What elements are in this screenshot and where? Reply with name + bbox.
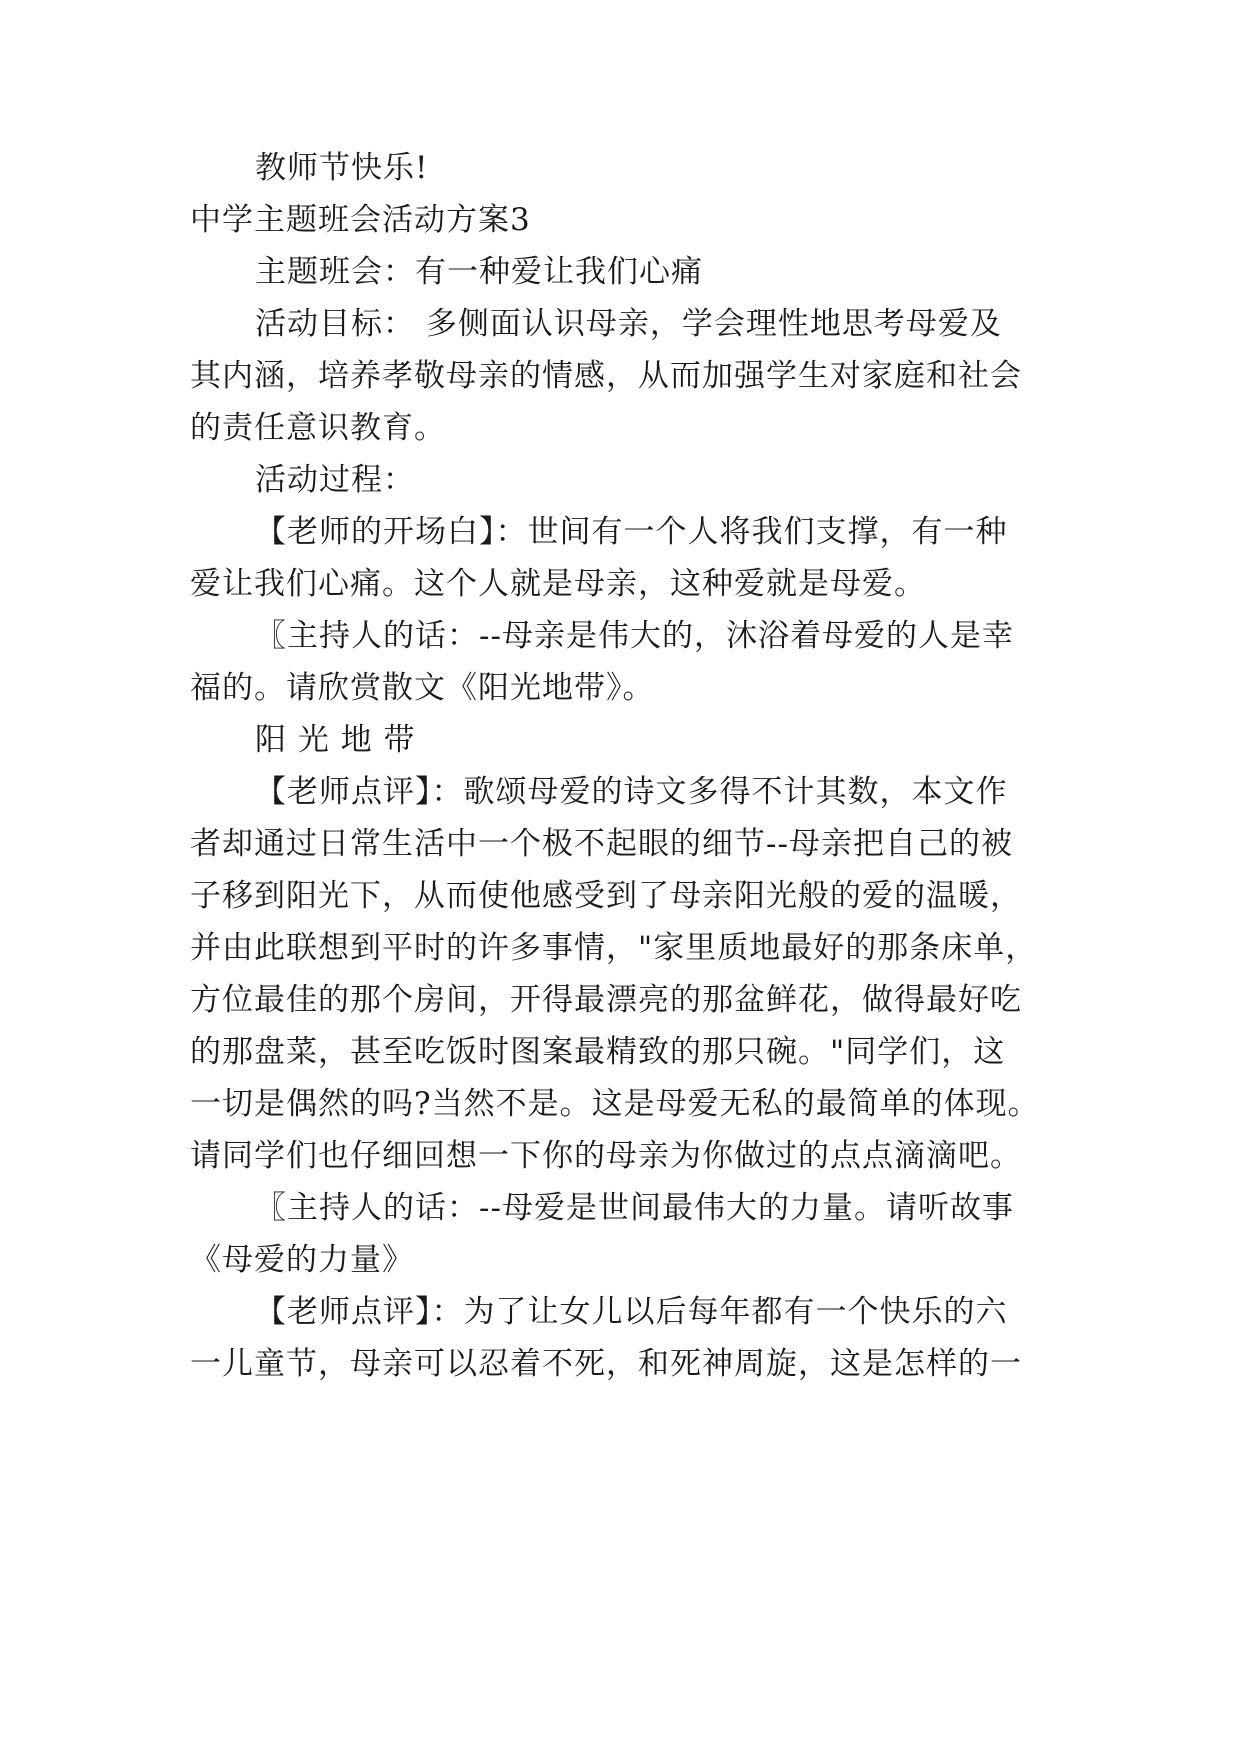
greeting-line: 教师节快乐! bbox=[255, 150, 429, 186]
section-heading: 中学主题班会活动方案3 bbox=[190, 202, 531, 238]
theme-line: 主题班会：有一种爱让我们心痛 bbox=[255, 254, 703, 290]
opening-line-1: 【老师的开场白】：世间有一个人将我们支撑，有一种 bbox=[255, 514, 1008, 550]
essay-title: 阳 光 地 带 bbox=[255, 722, 416, 758]
goal-line-3: 的责任意识教育。 bbox=[190, 410, 446, 446]
goal-line-1: 活动目标： 多侧面认识母亲，学会理性地思考母爱及 bbox=[255, 306, 1002, 342]
process-heading: 活动过程： bbox=[255, 462, 415, 498]
goal-line-2: 其内涵，培养孝敬母亲的情感，从而加强学生对家庭和社会 bbox=[190, 358, 1022, 394]
comment2-line-2: 一儿童节，母亲可以忍着不死，和死神周旋，这是怎样的一 bbox=[190, 1346, 1022, 1382]
comment-line-7: 一切是偶然的吗?当然不是。这是母爱无私的最简单的体现。 bbox=[190, 1086, 1040, 1122]
comment-line-6: 的那盘菜，甚至吃饭时图案最精致的那只碗。"同学们，这 bbox=[190, 1034, 1006, 1070]
comment-line-8: 请同学们也仔细回想一下你的母亲为你做过的点点滴滴吧。 bbox=[190, 1138, 1022, 1174]
opening-line-2: 爱让我们心痛。这个人就是母亲，这种爱就是母爱。 bbox=[190, 566, 926, 602]
host-line-2: 福的。请欣赏散文《阳光地带》。 bbox=[190, 670, 655, 706]
host2-line-2: 《母爱的力量》 bbox=[190, 1242, 414, 1278]
comment-line-3: 子移到阳光下，从而使他感受到了母亲阳光般的爱的温暖， bbox=[190, 878, 1022, 914]
host2-line-1: 〖主持人的话：--母爱是世间最伟大的力量。请听故事 bbox=[255, 1190, 1014, 1226]
comment-line-1: 【老师点评】：歌颂母爱的诗文多得不计其数，本文作 bbox=[255, 774, 1008, 810]
comment-line-5: 方位最佳的那个房间，开得最漂亮的那盆鲜花，做得最好吃 bbox=[190, 982, 1022, 1018]
host-line-1: 〖主持人的话：--母亲是伟大的，沐浴着母爱的人是幸 bbox=[255, 618, 1014, 654]
comment2-line-1: 【老师点评】：为了让女儿以后每年都有一个快乐的六 bbox=[255, 1294, 1008, 1330]
comment-line-2: 者却通过日常生活中一个极不起眼的细节--母亲把自己的被 bbox=[190, 826, 1013, 862]
comment-line-4: 并由此联想到平时的许多事情，"家里质地最好的那条床单， bbox=[190, 930, 1038, 966]
